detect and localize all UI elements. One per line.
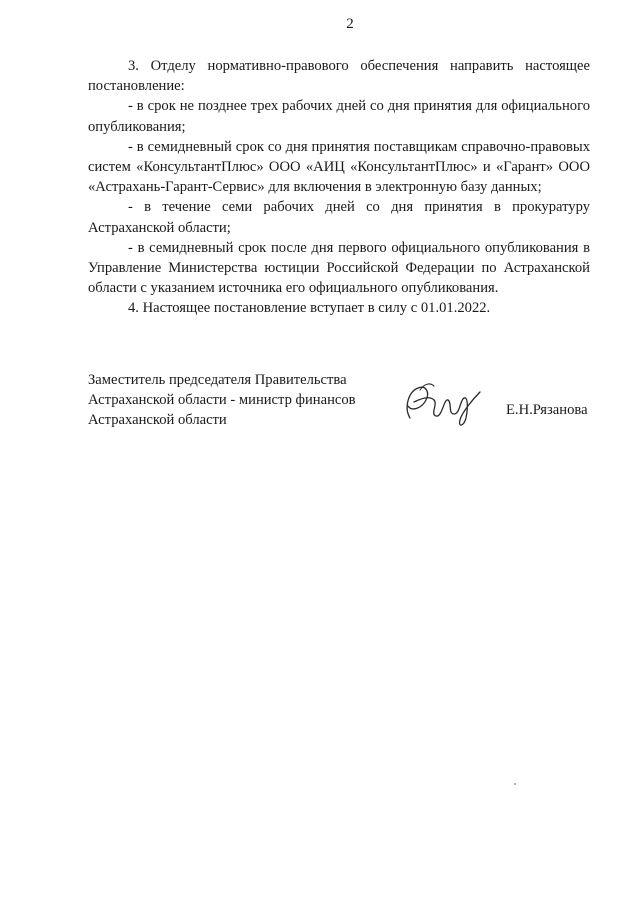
list-item-prosecutor: - в течение семи рабочих дней со дня принятия в прокуратуру Астраханской области;	[88, 199, 590, 236]
paragraph-3: 3. Отделу нормативно-правового обеспечения направить настоящее постановление:	[88, 58, 590, 95]
signatory-title-line: Заместитель председателя Правительства	[88, 372, 347, 388]
document-body	[88, 56, 590, 319]
handwritten-signature	[400, 378, 490, 430]
signatory-title-line: Астраханской области - министр финансов	[88, 392, 356, 408]
signatory-name: Е.Н.Рязанова	[506, 402, 588, 418]
signatory-title	[88, 370, 356, 430]
signatory-title-line: Астраханской области	[88, 412, 227, 428]
list-item-legal-systems: - в семидневный срок со дня принятия поставщикам справочно-правовых систем «КонсультантПлюс» ООО «АИЦ «КонсультантПлюс» и «Гарант» ООО «Астрахань-Гарант-Сервис» для включения в электронную базу данных;	[88, 138, 590, 196]
list-item-publication: - в срок не позднее трех рабочих дней со дня принятия для официального опубликования;	[88, 98, 590, 135]
paragraph-4: 4. Настоящее постановление вступает в силу с 01.01.2022.	[128, 300, 491, 317]
list-item-justice-ministry: - в семидневный срок после дня первого официального опубликования в Управление Министерства юстиции Российской Федерации по Астраханской области с указанием источника его официального опубликования.	[88, 239, 590, 297]
page-number: 2	[346, 16, 354, 32]
scan-speck	[514, 783, 516, 785]
